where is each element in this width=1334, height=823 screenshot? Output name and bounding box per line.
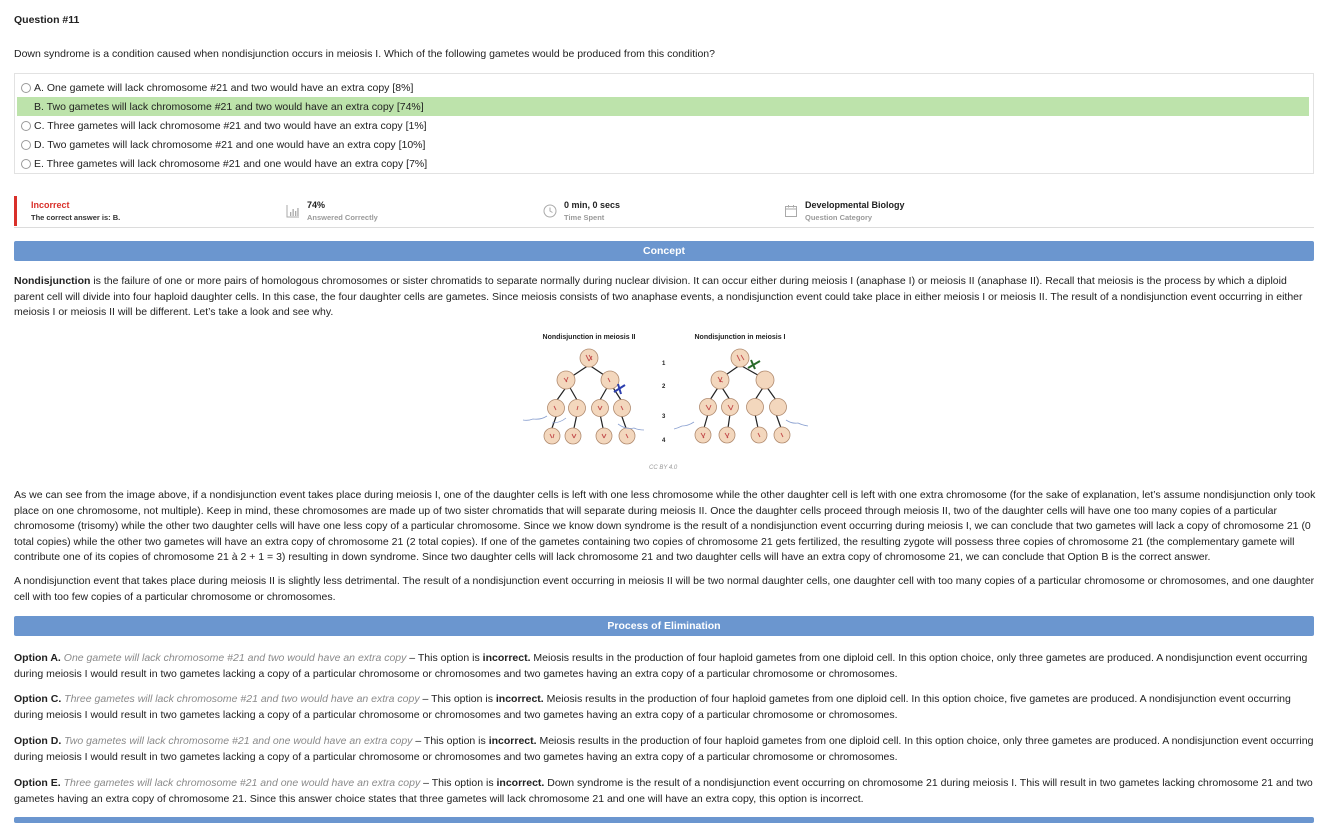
elimination-heading: Process of Elimination [14, 616, 1314, 636]
option-explanation: Meiosis results in the production of four haploid gametes from one diploid cell. In this option choice, five gametes are produced. A nondisjunction event occurring during meiosis I would result in two gametes lacking a copy of a particular chromosome or chromosomes and two gametes having an extra copy of a particular chromosome or chromosomes. [14, 693, 1291, 721]
daughter-cell [747, 399, 764, 416]
answered-percent: 74% [307, 200, 326, 210]
option-e[interactable] [17, 154, 1309, 173]
option-dash: – This option is [412, 735, 489, 747]
concept-heading: Concept [14, 241, 1314, 261]
option-dash: – This option is [406, 652, 483, 664]
elimination-option-a [14, 651, 1316, 682]
parent-cell [731, 349, 749, 367]
option-b[interactable] [17, 97, 1309, 116]
next-section-band [14, 817, 1314, 823]
clock-icon [543, 204, 557, 218]
option-d[interactable] [17, 135, 1309, 154]
option-tag: Option C. [14, 693, 62, 705]
question-category-stat [784, 196, 905, 226]
term-nondisjunction: Nondisjunction [14, 275, 91, 287]
concept-paragraph-3: A nondisjunction event that takes place during meiosis II is slightly less detrimental. The result of a nondisjunction event occurring in meiosis II will be two normal daughter cells, one daughter cell with too many copies of a particular chromosome or chromosomes, and one daughter cell with too few copies of a particular chromosome or chromosomes. [14, 575, 1315, 603]
option-label: B. Two gametes will lack chromosome #21 and two would have an extra copy [74%] [34, 100, 424, 113]
elimination-option-d [14, 734, 1316, 765]
daughter-cell [601, 371, 619, 389]
stage-label: 2 [662, 384, 666, 390]
option-label: D. Two gametes will lack chromosome #21 and one would have an extra copy [10%] [34, 138, 426, 151]
meiosis-i-error-mark-icon [748, 360, 760, 369]
option-c[interactable] [17, 116, 1309, 135]
result-status [14, 196, 120, 226]
question-text: Down syndrome is a condition caused when nondisjunction occurs in meiosis I. Which of the following gametes would be produced from this condition? [14, 48, 715, 60]
time-caption: Time Spent [564, 213, 605, 222]
daughter-cell [770, 399, 787, 416]
option-tag: Option E. [14, 777, 61, 789]
bar-chart-icon [286, 204, 300, 218]
elimination-option-c [14, 692, 1316, 723]
gamete-cell [596, 428, 612, 444]
daughter-cell [569, 400, 586, 417]
gamete-cell [544, 428, 560, 444]
radio-button-icon[interactable] [21, 83, 31, 93]
time-spent-stat [543, 196, 620, 226]
parent-cell [580, 349, 598, 367]
stage-label: 4 [662, 438, 666, 444]
stage-label: 1 [662, 361, 666, 367]
calendar-icon [784, 204, 798, 218]
nondisjunction-diagram [522, 328, 812, 478]
stage-label: 3 [662, 414, 666, 420]
diagram-left-title: Nondisjunction in meiosis II [542, 334, 636, 341]
option-quote: Three gametes will lack chromosome #21 and two would have an extra copy [64, 693, 420, 705]
option-quote: Two gametes will lack chromosome #21 and one would have an extra copy [64, 735, 413, 747]
option-tag: Option A. [14, 652, 61, 664]
option-label: A. One gamete will lack chromosome #21 and two would have an extra copy [8%] [34, 81, 414, 94]
radio-button-icon[interactable] [21, 121, 31, 131]
option-a[interactable] [17, 78, 1309, 97]
daughter-cell [592, 400, 609, 417]
gamete-cell [719, 427, 735, 443]
daughter-cell [756, 371, 774, 389]
gamete-cell [695, 427, 711, 443]
result-label: Incorrect [31, 200, 70, 210]
daughter-cell [548, 400, 565, 417]
option-label: E. Three gametes will lack chromosome #21 and one would have an extra copy [7%] [34, 157, 428, 170]
radio-button-icon[interactable] [21, 159, 31, 169]
concept-paragraph-1 [14, 274, 1316, 321]
daughter-cell [722, 399, 739, 416]
time-value: 0 min, 0 secs [564, 200, 621, 210]
option-verdict: incorrect. [496, 777, 545, 789]
option-explanation: Meiosis results in the production of four haploid gametes from one diploid cell. In this option choice, only three gametes are produced. A nondisjunction event occurring during meiosis I would result in two gametes lacking a copy of a particular chromosome or chromosomes and two gametes having an extra copy of a particular chromosome or chromosomes. [14, 735, 1314, 763]
category-caption: Question Category [805, 213, 873, 222]
option-quote: Three gametes will lack chromosome #21 and one would have an extra copy [63, 777, 421, 789]
option-dash: – This option is [420, 777, 497, 789]
image-credit: CC BY 4.0 [649, 465, 678, 471]
option-explanation: Meiosis results in the production of four haploid gametes from one diploid cell. In this option choice, only three gametes are produced. A nondisjunction event occurring during meiosis I would result in two gametes lacking a copy of a particular chromosome or chromosomes and two gametes having an extra copy of a particular chromosome or chromosomes. [14, 652, 1308, 680]
category-value: Developmental Biology [805, 200, 905, 210]
sperm-cells-icon [523, 416, 808, 430]
option-dash: – This option is [419, 693, 496, 705]
option-label: C. Three gametes will lack chromosome #21 and two would have an extra copy [1%] [34, 119, 427, 132]
option-quote: One gamete will lack chromosome #21 and two would have an extra copy [63, 652, 407, 664]
question-number: Question #11 [14, 14, 80, 26]
elimination-option-e [14, 776, 1316, 807]
option-verdict: incorrect. [495, 693, 544, 705]
answered-caption: Answered Correctly [307, 213, 378, 222]
option-verdict: incorrect. [482, 652, 531, 664]
option-explanation: Down syndrome is the result of a nondisjunction event occurring on chromosome 21 during meiosis I. This will result in two gametes lacking chromosome 21 and two gametes having an extra copy of chromosome 21. Since this answer choice states that three gametes will lack chromosome 21 and one will have an extra copy, this option is incorrect. [14, 777, 1313, 805]
radio-button-icon[interactable] [21, 140, 31, 150]
answered-correctly-stat [286, 196, 378, 226]
concept-paragraph-2: As we can see from the image above, if a nondisjunction event takes place during meiosis I, one of the daughter cells is left with one less chromosome while the other daughter cell is left with one extra chromosome (for the sake of explanation, let’s assume nondisjunction only took place on one chromosome, not multiple). Keep in mind, these chromosomes are made up of two sister chromatids that will separate during meiosis II. Once the daughter cells proceed through meiosis II, two of the daughter cells will have one too many copies of a particular chromosome (trisomy) while the other two daughter cells will have one less copy of a particular chromosome. Since we know down syndrome is the result of a nondisjunction event occurring during meiosis I, we can conclude that two gametes will lack a copy of chromosome 21 (0 total copies) while the other two gametes will have an extra copy of chromosome 21 (2 total copies). If one of the gametes containing two copies of chromosome 21 gets fertilized, the resulting zygote will possess three copies of chromosome 21 (the complementary gamete will contribute one of its copies of chromosome 21 à 2 + 1 = 3) resulting in down syndrome. Since two daughter cells will lack chromosome 21 and two daughter cells will have an extra copy of chromosome 21, we can conclude that Option B is the correct answer. [14, 489, 1316, 564]
concept-p1-text: is the failure of one or more pairs of homologous chromosomes or sister chromatids to separate normally during nuclear division. It can occur either during meiosis I (anaphase I) or meiosis II (anaphase II). Recall that meiosis is the process by which a diploid parent cell will divide into four haploid daughter cells. In this case, the four daughter cells are gametes. Since meiosis consists of two anaphase events, a nondisjunction event could take place in either meiosis I or meiosis II. The result of a nondisjunction event occurring in either meiosis I or meiosis II will be different. Let’s take a look and see why. [14, 275, 1303, 319]
option-tag: Option D. [14, 735, 62, 747]
answer-options [14, 73, 1314, 174]
daughter-cell [700, 399, 717, 416]
diagram-right-title: Nondisjunction in meiosis I [694, 334, 786, 341]
option-verdict: incorrect. [488, 735, 537, 747]
result-stats-bar [14, 196, 1314, 228]
correct-answer-text: The correct answer is: B. [31, 213, 121, 222]
